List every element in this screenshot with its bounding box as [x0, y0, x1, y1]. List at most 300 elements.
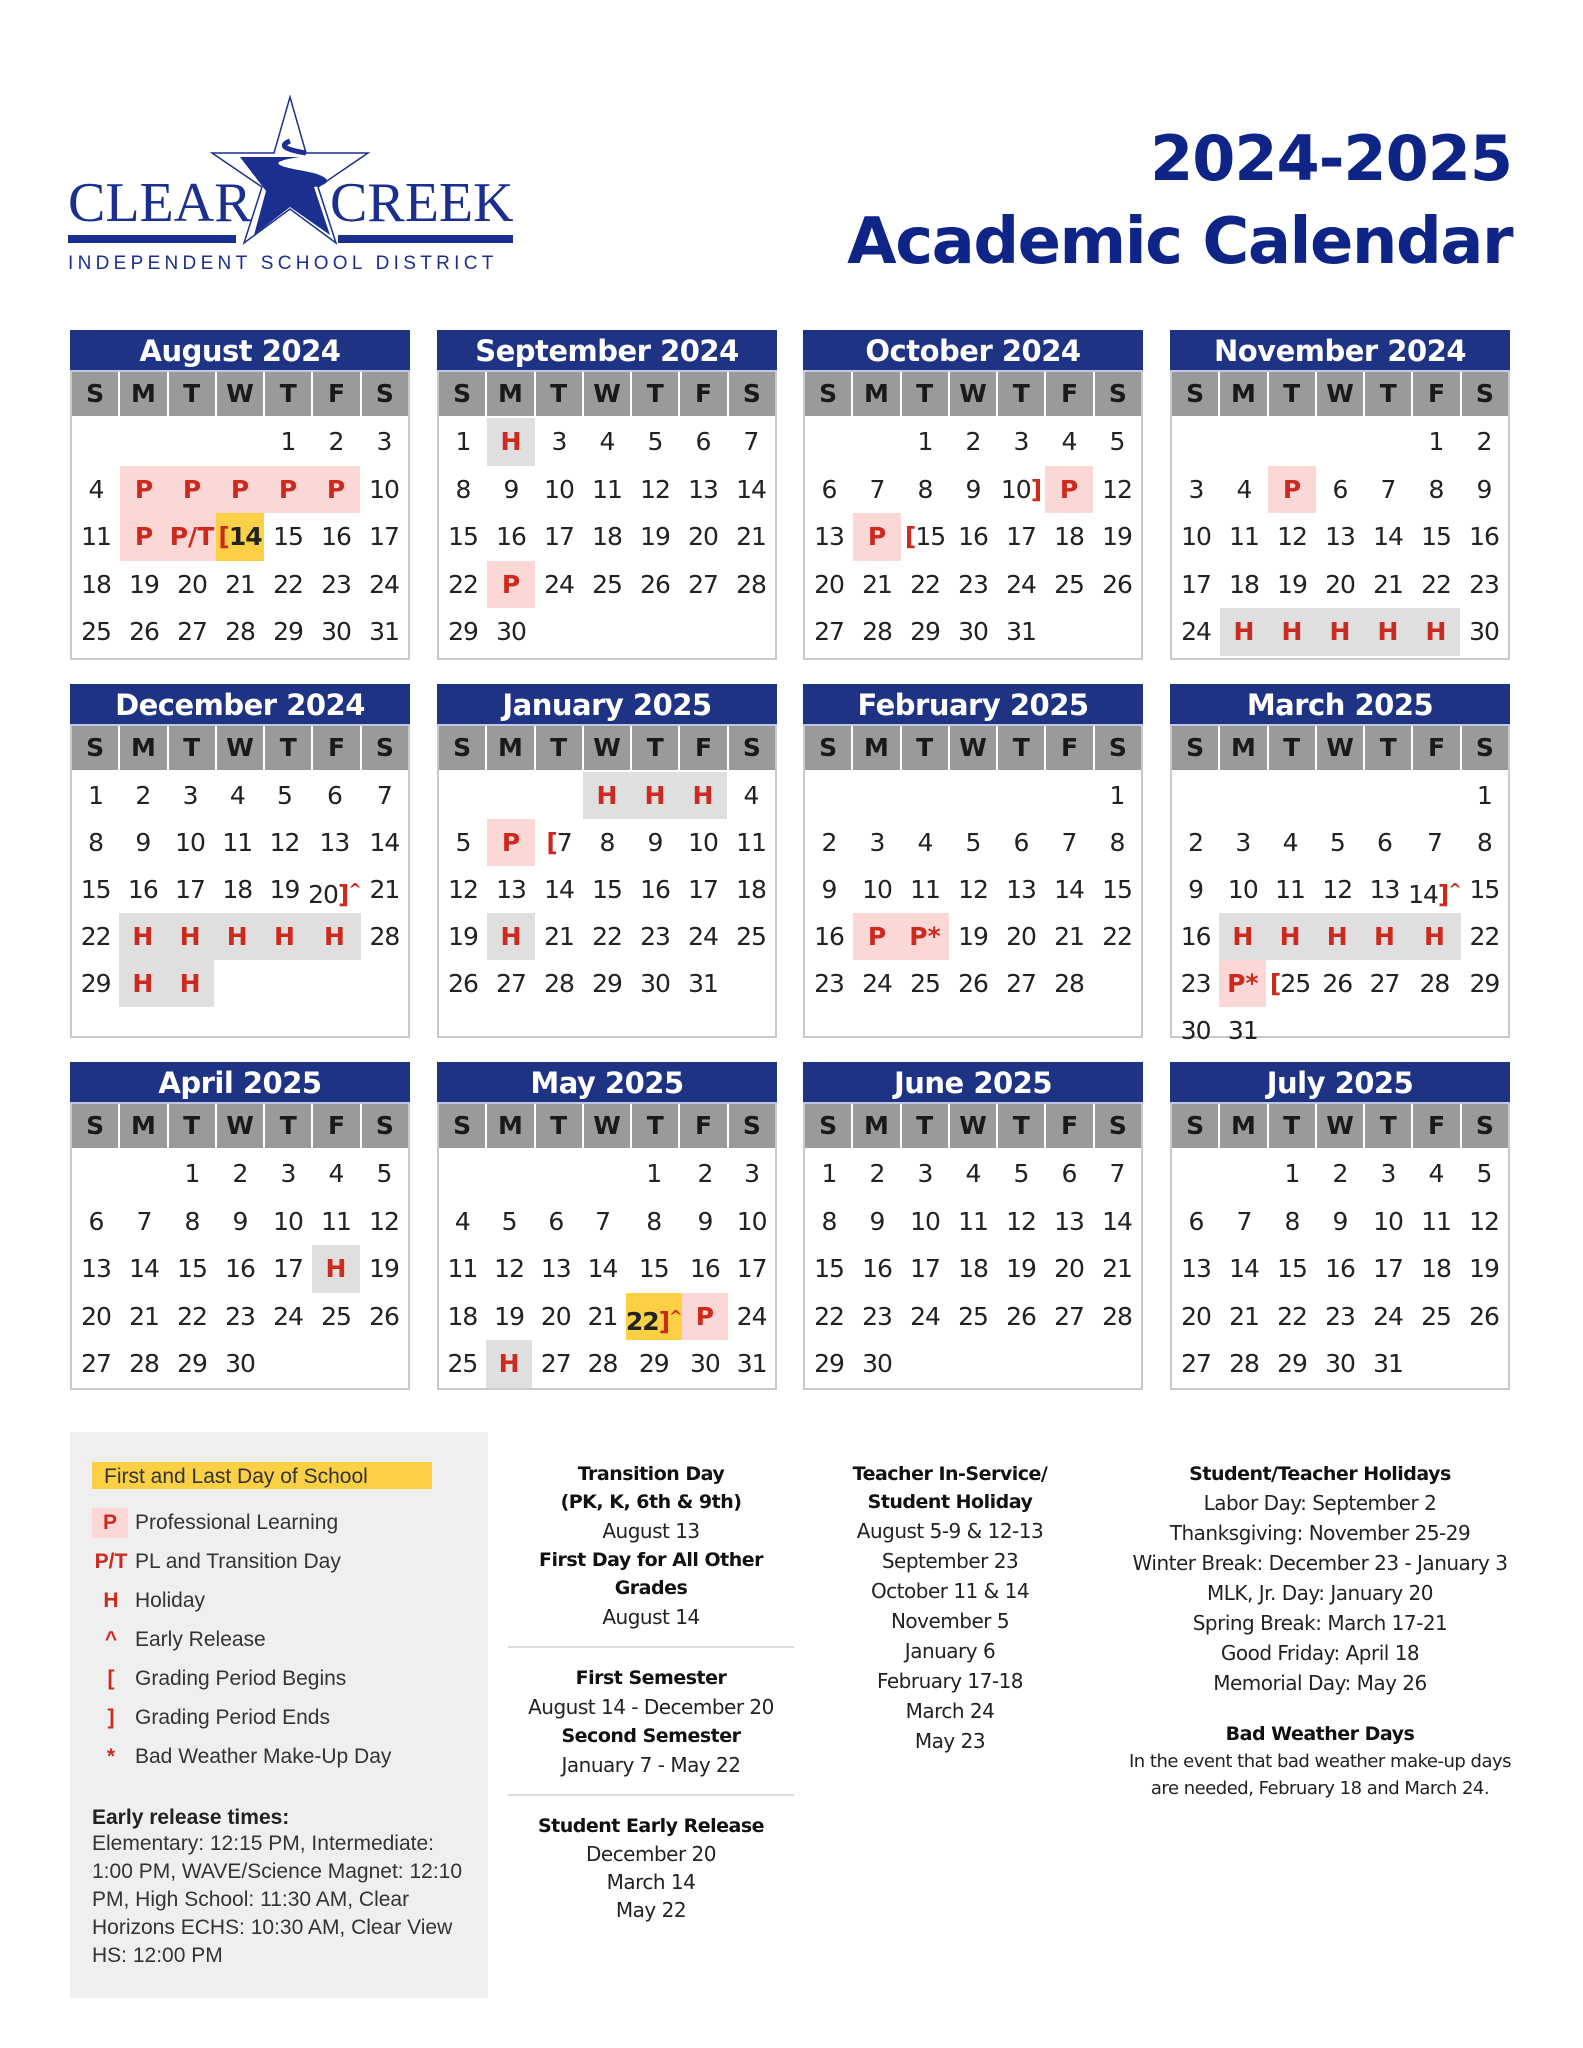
day-cell[interactable]: 21: [587, 1301, 618, 1331]
day-cell[interactable]: 17: [175, 875, 205, 904]
day-cell[interactable]: [1408, 913, 1461, 960]
day-cell[interactable]: 13: [814, 522, 844, 551]
day-cell[interactable]: 1: [1476, 781, 1492, 810]
day-cell[interactable]: 17: [736, 1254, 767, 1283]
day-cell[interactable]: 28: [1419, 969, 1450, 998]
day-cell[interactable]: 10: [1181, 522, 1211, 551]
day-cell[interactable]: 3: [280, 1159, 296, 1188]
day-cell[interactable]: 18: [592, 522, 622, 551]
day-cell[interactable]: [679, 772, 727, 819]
day-cell[interactable]: [631, 772, 679, 819]
day-cell[interactable]: 14: [1229, 1254, 1259, 1283]
day-cell[interactable]: 20: [81, 1301, 111, 1331]
day-cell[interactable]: [308, 913, 361, 960]
day-cell[interactable]: 24: [1006, 569, 1036, 599]
day-cell[interactable]: [997, 466, 1045, 514]
day-cell[interactable]: 26: [958, 969, 988, 998]
day-cell[interactable]: 6: [1188, 1206, 1204, 1236]
day-cell[interactable]: [1316, 608, 1364, 656]
day-cell[interactable]: 9: [869, 1206, 885, 1236]
day-cell[interactable]: [214, 913, 261, 960]
day-cell[interactable]: 27: [81, 1349, 111, 1378]
day-cell[interactable]: 16: [814, 922, 844, 951]
day-cell[interactable]: [166, 960, 213, 1007]
day-cell[interactable]: 14: [1054, 875, 1084, 904]
day-cell[interactable]: 15: [448, 522, 478, 551]
day-cell[interactable]: [120, 513, 168, 561]
day-cell[interactable]: 11: [81, 522, 111, 551]
day-cell[interactable]: 16: [1469, 522, 1499, 551]
day-cell[interactable]: [1266, 960, 1313, 1007]
day-cell[interactable]: 22: [177, 1301, 207, 1331]
day-cell[interactable]: 7: [1109, 1159, 1125, 1188]
day-cell[interactable]: 13: [81, 1254, 111, 1283]
day-cell[interactable]: 3: [869, 828, 885, 857]
day-cell[interactable]: 3: [1235, 828, 1251, 857]
day-cell[interactable]: 16: [958, 522, 988, 551]
day-cell[interactable]: 26: [1322, 969, 1353, 998]
day-cell[interactable]: 3: [1188, 474, 1204, 504]
day-cell[interactable]: 28: [1102, 1301, 1132, 1331]
day-cell[interactable]: 14: [369, 828, 400, 857]
day-cell[interactable]: 28: [225, 617, 255, 646]
day-cell[interactable]: 25: [447, 1349, 478, 1378]
day-cell[interactable]: 22: [1102, 922, 1132, 951]
day-cell[interactable]: 3: [1380, 1159, 1396, 1188]
day-cell[interactable]: 29: [592, 969, 622, 998]
day-cell[interactable]: 7: [136, 1206, 152, 1236]
day-cell[interactable]: 28: [587, 1349, 618, 1378]
day-cell[interactable]: 1: [1428, 427, 1444, 456]
day-cell[interactable]: 24: [862, 969, 892, 998]
day-cell[interactable]: 23: [640, 922, 670, 951]
day-cell[interactable]: 7: [1426, 828, 1442, 857]
day-cell[interactable]: 7: [1380, 474, 1396, 504]
day-cell[interactable]: 2: [1332, 1159, 1348, 1188]
day-cell[interactable]: 5: [376, 1159, 392, 1188]
day-cell[interactable]: 27: [177, 617, 207, 646]
day-cell[interactable]: 2: [232, 1159, 248, 1188]
day-cell[interactable]: 12: [1006, 1206, 1036, 1236]
day-cell[interactable]: 26: [1102, 569, 1132, 599]
day-cell[interactable]: [1219, 960, 1266, 1007]
day-cell[interactable]: 20: [1054, 1254, 1084, 1283]
day-cell[interactable]: [216, 466, 264, 514]
day-cell[interactable]: 24: [273, 1301, 303, 1331]
day-cell[interactable]: 2: [869, 1159, 885, 1188]
day-cell[interactable]: 26: [1469, 1301, 1499, 1331]
day-cell[interactable]: 5: [277, 781, 292, 810]
day-cell[interactable]: 17: [1181, 569, 1211, 599]
day-cell[interactable]: 11: [958, 1206, 988, 1236]
day-cell[interactable]: 22: [273, 569, 303, 599]
day-cell[interactable]: [1314, 913, 1361, 960]
day-cell[interactable]: [1408, 866, 1461, 913]
day-cell[interactable]: 20: [177, 569, 207, 599]
day-cell[interactable]: 1: [917, 427, 933, 456]
day-cell[interactable]: 10: [736, 1206, 767, 1236]
day-cell[interactable]: 15: [1277, 1254, 1307, 1283]
day-cell[interactable]: 14: [736, 474, 766, 504]
day-cell[interactable]: 6: [1332, 474, 1348, 504]
day-cell[interactable]: 1: [88, 781, 104, 810]
day-cell[interactable]: 6: [1061, 1159, 1077, 1188]
day-cell[interactable]: 1: [184, 1159, 200, 1188]
day-cell[interactable]: 9: [697, 1206, 713, 1236]
day-cell[interactable]: 2: [1476, 427, 1492, 456]
day-cell[interactable]: 26: [129, 617, 159, 646]
day-cell[interactable]: 4: [743, 781, 759, 810]
day-cell[interactable]: 3: [182, 781, 198, 810]
day-cell[interactable]: 29: [638, 1349, 669, 1378]
day-cell[interactable]: 8: [1109, 828, 1125, 857]
day-cell[interactable]: 10: [688, 828, 718, 857]
day-cell[interactable]: 18: [1421, 1254, 1451, 1283]
day-cell[interactable]: 29: [1469, 969, 1500, 998]
day-cell[interactable]: 27: [1006, 969, 1036, 998]
day-cell[interactable]: [487, 561, 535, 609]
day-cell[interactable]: 18: [736, 875, 766, 904]
day-cell[interactable]: [168, 513, 216, 561]
day-cell[interactable]: 16: [496, 522, 526, 551]
day-cell[interactable]: 1: [646, 1159, 662, 1188]
day-cell[interactable]: 19: [1006, 1254, 1036, 1283]
day-cell[interactable]: 26: [448, 969, 478, 998]
day-cell[interactable]: [264, 466, 312, 514]
day-cell[interactable]: 3: [376, 427, 392, 456]
day-cell[interactable]: 18: [1054, 522, 1084, 551]
day-cell[interactable]: 19: [1277, 569, 1307, 599]
day-cell[interactable]: 18: [958, 1254, 988, 1283]
day-cell[interactable]: 1: [821, 1159, 837, 1188]
day-cell[interactable]: 28: [129, 1349, 159, 1378]
day-cell[interactable]: 27: [496, 969, 526, 998]
day-cell[interactable]: 24: [736, 1301, 767, 1331]
day-cell[interactable]: 4: [1236, 474, 1252, 504]
day-cell[interactable]: 15: [177, 1254, 207, 1283]
day-cell[interactable]: 27: [1181, 1349, 1211, 1378]
day-cell[interactable]: 29: [273, 617, 303, 646]
day-cell[interactable]: 22: [448, 569, 478, 599]
day-cell[interactable]: 20: [688, 522, 718, 551]
day-cell[interactable]: 19: [640, 522, 670, 551]
day-cell[interactable]: [312, 1245, 360, 1293]
day-cell[interactable]: 24: [910, 1301, 940, 1331]
day-cell[interactable]: 15: [80, 875, 111, 904]
day-cell[interactable]: 27: [1054, 1301, 1084, 1331]
day-cell[interactable]: 30: [640, 969, 670, 998]
day-cell[interactable]: 22: [1277, 1301, 1307, 1331]
day-cell[interactable]: 20: [1181, 1301, 1211, 1331]
day-cell[interactable]: 16: [1325, 1254, 1355, 1283]
day-cell[interactable]: 8: [646, 1206, 662, 1236]
day-cell[interactable]: 12: [640, 474, 670, 504]
day-cell[interactable]: 1: [1284, 1159, 1300, 1188]
day-cell[interactable]: 22: [910, 569, 940, 599]
day-cell[interactable]: 28: [1229, 1349, 1259, 1378]
day-cell[interactable]: 9: [232, 1206, 248, 1236]
day-cell[interactable]: 25: [1421, 1301, 1451, 1331]
day-cell[interactable]: 14: [1102, 1206, 1132, 1236]
day-cell[interactable]: 13: [1181, 1254, 1211, 1283]
day-cell[interactable]: 19: [494, 1301, 524, 1331]
day-cell[interactable]: 22: [1469, 922, 1500, 951]
day-cell[interactable]: 13: [688, 474, 718, 504]
day-cell[interactable]: 29: [448, 617, 478, 646]
day-cell[interactable]: 8: [1428, 474, 1444, 504]
day-cell[interactable]: 15: [1421, 522, 1451, 551]
day-cell[interactable]: 19: [958, 922, 988, 951]
day-cell[interactable]: 13: [1006, 875, 1036, 904]
day-cell[interactable]: 8: [184, 1206, 200, 1236]
day-cell[interactable]: [853, 513, 901, 561]
day-cell[interactable]: 12: [1277, 522, 1307, 551]
day-cell[interactable]: [168, 466, 216, 514]
day-cell[interactable]: 20: [814, 569, 844, 599]
day-cell[interactable]: 10: [175, 828, 205, 857]
day-cell[interactable]: 22: [592, 922, 622, 951]
day-cell[interactable]: 6: [1013, 828, 1029, 857]
day-cell[interactable]: 6: [695, 427, 711, 456]
day-cell[interactable]: 21: [129, 1301, 159, 1331]
day-cell[interactable]: 21: [1102, 1254, 1132, 1283]
day-cell[interactable]: 17: [910, 1254, 940, 1283]
day-cell[interactable]: 12: [448, 875, 478, 904]
day-cell[interactable]: 24: [1181, 617, 1211, 646]
day-cell[interactable]: [308, 866, 361, 913]
day-cell[interactable]: 10: [862, 875, 892, 904]
day-cell[interactable]: 12: [1102, 474, 1132, 504]
day-cell[interactable]: 2: [965, 427, 981, 456]
day-cell[interactable]: 1: [280, 427, 296, 456]
day-cell[interactable]: [1266, 913, 1313, 960]
day-cell[interactable]: 13: [319, 828, 350, 857]
day-cell[interactable]: [312, 466, 360, 514]
day-cell[interactable]: 24: [1373, 1301, 1403, 1331]
day-cell[interactable]: 21: [369, 875, 400, 904]
day-cell[interactable]: 16: [225, 1254, 255, 1283]
day-cell[interactable]: 30: [1180, 1016, 1211, 1045]
day-cell[interactable]: 21: [1229, 1301, 1259, 1331]
day-cell[interactable]: 10: [544, 474, 574, 504]
day-cell[interactable]: 20: [1006, 922, 1036, 951]
day-cell[interactable]: 28: [369, 922, 400, 951]
day-cell[interactable]: 11: [1229, 522, 1259, 551]
day-cell[interactable]: 12: [1322, 875, 1353, 904]
day-cell[interactable]: 25: [592, 569, 622, 599]
day-cell[interactable]: 7: [1061, 828, 1077, 857]
day-cell[interactable]: 4: [1282, 828, 1298, 857]
day-cell[interactable]: 9: [135, 828, 151, 857]
day-cell[interactable]: 9: [647, 828, 663, 857]
day-cell[interactable]: 8: [1284, 1206, 1300, 1236]
day-cell[interactable]: 25: [910, 969, 940, 998]
day-cell[interactable]: 9: [503, 474, 519, 504]
day-cell[interactable]: 30: [1469, 617, 1499, 646]
day-cell[interactable]: 29: [1277, 1349, 1307, 1378]
day-cell[interactable]: 26: [640, 569, 670, 599]
day-cell[interactable]: [901, 913, 949, 960]
day-cell[interactable]: 28: [544, 969, 574, 998]
day-cell[interactable]: [487, 819, 535, 866]
day-cell[interactable]: [1412, 608, 1460, 656]
day-cell[interactable]: 1: [455, 427, 471, 456]
day-cell[interactable]: 5: [1329, 828, 1345, 857]
day-cell[interactable]: 23: [225, 1301, 255, 1331]
day-cell[interactable]: 4: [88, 474, 104, 504]
day-cell[interactable]: 16: [862, 1254, 892, 1283]
day-cell[interactable]: 18: [81, 569, 111, 599]
day-cell[interactable]: 22: [1421, 569, 1451, 599]
day-cell[interactable]: [487, 913, 535, 960]
day-cell[interactable]: 29: [814, 1349, 844, 1378]
day-cell[interactable]: 9: [1332, 1206, 1348, 1236]
day-cell[interactable]: 11: [1275, 875, 1305, 904]
day-cell[interactable]: 7: [869, 474, 885, 504]
day-cell[interactable]: 14: [544, 875, 574, 904]
day-cell[interactable]: 12: [269, 828, 300, 857]
day-cell[interactable]: [682, 1293, 729, 1341]
day-cell[interactable]: 11: [736, 828, 766, 857]
day-cell[interactable]: 25: [321, 1301, 351, 1331]
day-cell[interactable]: 16: [1180, 922, 1211, 951]
day-cell[interactable]: 7: [743, 427, 759, 456]
day-cell[interactable]: 31: [688, 969, 718, 998]
day-cell[interactable]: 27: [540, 1349, 571, 1378]
day-cell[interactable]: 13: [1325, 522, 1355, 551]
day-cell[interactable]: 8: [1476, 828, 1492, 857]
day-cell[interactable]: 18: [447, 1301, 478, 1331]
day-cell[interactable]: 6: [326, 781, 342, 810]
day-cell[interactable]: 13: [496, 875, 526, 904]
day-cell[interactable]: [626, 1293, 682, 1341]
day-cell[interactable]: 10: [910, 1206, 940, 1236]
day-cell[interactable]: 4: [229, 781, 245, 810]
day-cell[interactable]: 17: [273, 1254, 303, 1283]
day-cell[interactable]: 29: [80, 969, 111, 998]
day-cell[interactable]: 21: [225, 569, 255, 599]
day-cell[interactable]: 21: [1373, 569, 1403, 599]
day-cell[interactable]: 12: [1469, 1206, 1499, 1236]
day-cell[interactable]: 5: [1109, 427, 1125, 456]
day-cell[interactable]: 31: [736, 1349, 767, 1378]
day-cell[interactable]: 18: [1229, 569, 1259, 599]
day-cell[interactable]: 16: [127, 875, 158, 904]
day-cell[interactable]: 9: [965, 474, 981, 504]
day-cell[interactable]: 11: [1421, 1206, 1451, 1236]
day-cell[interactable]: 15: [814, 1254, 844, 1283]
day-cell[interactable]: 17: [1373, 1254, 1403, 1283]
day-cell[interactable]: [1361, 913, 1408, 960]
day-cell[interactable]: 16: [640, 875, 670, 904]
day-cell[interactable]: 17: [369, 522, 399, 551]
day-cell[interactable]: 5: [965, 828, 981, 857]
day-cell[interactable]: 15: [1469, 875, 1500, 904]
day-cell[interactable]: 18: [222, 875, 253, 904]
day-cell[interactable]: 28: [736, 569, 766, 599]
day-cell[interactable]: 10: [1227, 875, 1258, 904]
day-cell[interactable]: 24: [688, 922, 718, 951]
day-cell[interactable]: 26: [369, 1301, 399, 1331]
day-cell[interactable]: [1268, 466, 1316, 514]
day-cell[interactable]: 15: [638, 1254, 669, 1283]
day-cell[interactable]: 2: [697, 1159, 713, 1188]
day-cell[interactable]: 5: [647, 427, 663, 456]
day-cell[interactable]: 3: [1013, 427, 1029, 456]
day-cell[interactable]: [1364, 608, 1412, 656]
day-cell[interactable]: 11: [447, 1254, 478, 1283]
day-cell[interactable]: 10: [1373, 1206, 1403, 1236]
day-cell[interactable]: 20: [1325, 569, 1355, 599]
day-cell[interactable]: 3: [744, 1159, 760, 1188]
day-cell[interactable]: 17: [688, 875, 718, 904]
day-cell[interactable]: 24: [369, 569, 399, 599]
day-cell[interactable]: 27: [1369, 969, 1400, 998]
day-cell[interactable]: 8: [821, 1206, 837, 1236]
day-cell[interactable]: 23: [862, 1301, 892, 1331]
day-cell[interactable]: 11: [222, 828, 253, 857]
day-cell[interactable]: 1: [1109, 781, 1125, 810]
day-cell[interactable]: 15: [592, 875, 622, 904]
day-cell[interactable]: 14: [587, 1254, 618, 1283]
day-cell[interactable]: 15: [1102, 875, 1132, 904]
day-cell[interactable]: 10: [369, 474, 399, 504]
day-cell[interactable]: 14: [129, 1254, 159, 1283]
day-cell[interactable]: 23: [321, 569, 351, 599]
day-cell[interactable]: 8: [88, 828, 104, 857]
day-cell[interactable]: 3: [917, 1159, 933, 1188]
day-cell[interactable]: 25: [1054, 569, 1084, 599]
day-cell[interactable]: 29: [910, 617, 940, 646]
day-cell[interactable]: 14: [1373, 522, 1403, 551]
day-cell[interactable]: 10: [273, 1206, 303, 1236]
day-cell[interactable]: 19: [448, 922, 478, 951]
day-cell[interactable]: [486, 1340, 533, 1388]
day-cell[interactable]: 13: [1054, 1206, 1084, 1236]
day-cell[interactable]: 2: [821, 828, 837, 857]
day-cell[interactable]: 13: [1369, 875, 1400, 904]
day-cell[interactable]: 19: [1469, 1254, 1499, 1283]
day-cell[interactable]: 5: [455, 828, 471, 857]
day-cell[interactable]: 28: [862, 617, 892, 646]
day-cell[interactable]: 4: [917, 828, 933, 857]
day-cell[interactable]: 19: [129, 569, 159, 599]
day-cell[interactable]: 2: [328, 427, 344, 456]
day-cell[interactable]: 4: [965, 1159, 981, 1188]
day-cell[interactable]: 11: [910, 875, 940, 904]
day-cell[interactable]: 30: [496, 617, 526, 646]
day-cell[interactable]: 4: [328, 1159, 344, 1188]
day-cell[interactable]: 22: [80, 922, 111, 951]
day-cell[interactable]: [535, 819, 583, 866]
day-cell[interactable]: 26: [1006, 1301, 1036, 1331]
day-cell[interactable]: 6: [548, 1206, 564, 1236]
day-cell[interactable]: 12: [369, 1206, 399, 1236]
day-cell[interactable]: 12: [494, 1254, 524, 1283]
day-cell[interactable]: 9: [1188, 875, 1204, 904]
day-cell[interactable]: 3: [551, 427, 567, 456]
day-cell[interactable]: 25: [958, 1301, 988, 1331]
day-cell[interactable]: 27: [814, 617, 844, 646]
day-cell[interactable]: 30: [1325, 1349, 1355, 1378]
day-cell[interactable]: 17: [1006, 522, 1036, 551]
day-cell[interactable]: 2: [135, 781, 151, 810]
day-cell[interactable]: 4: [1061, 427, 1077, 456]
day-cell[interactable]: 31: [1373, 1349, 1403, 1378]
day-cell[interactable]: [119, 913, 166, 960]
day-cell[interactable]: 11: [321, 1206, 351, 1236]
day-cell[interactable]: [1220, 608, 1268, 656]
